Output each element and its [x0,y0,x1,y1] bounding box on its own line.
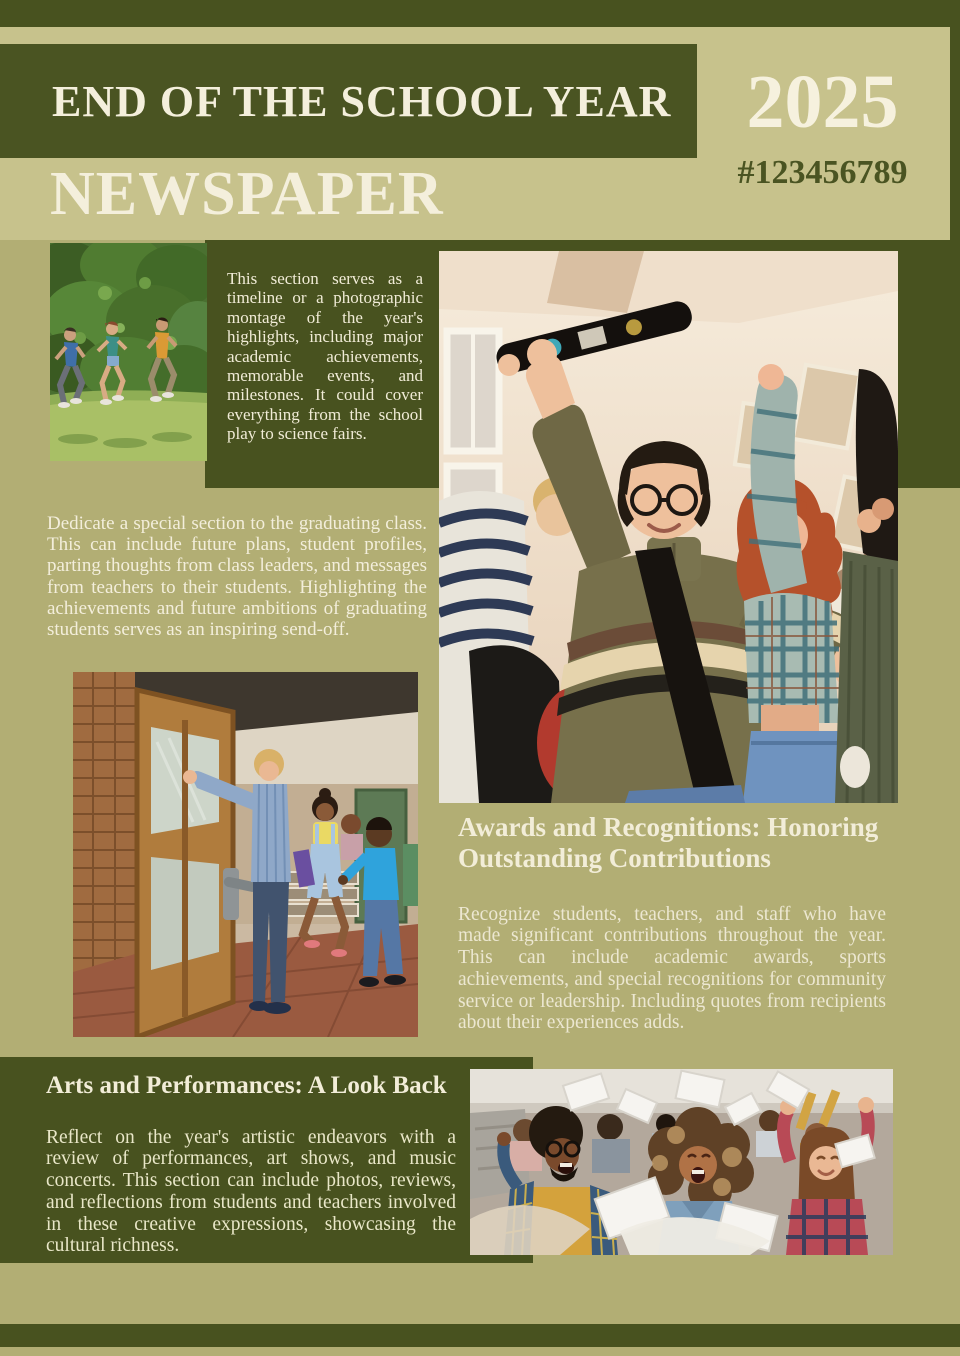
top-border-bar [0,0,960,27]
photo-students-celebrating-hallway [439,251,898,803]
arts-heading: Arts and Performances: A Look Back [46,1072,447,1099]
article-graduating-body: Dedicate a special section to the graduating class. This can include future plans, student profiles, parting thoughts from class leaders, and messages from teachers to their students. Highlighting the achievements and future ambitions of graduating students serves as an inspiring send-off. [47,513,427,641]
photo-students-throwing-papers [470,1069,893,1255]
photo-teacher-door-children [73,672,418,1037]
year-label: 2025 [746,59,899,144]
awards-body: Recognize students, teachers, and staff who have made significant contributions throughout the year. This can include academic awards, sports achievements, and special recognitions for community service or leadership. Including quotes from recipients about their experiences adds. [458,903,886,1034]
banner-title: END OF THE SCHOOL YEAR [52,76,672,126]
door-photo-illustration [73,672,418,1037]
right-border-bar [950,27,960,240]
running-photo-illustration [50,243,207,461]
arts-body: Reflect on the year's artistic endeavors with a review of performances, art shows, and music concerts. This section can include photos, reviews, and reflections from students and teachers involved in these creative expressions, showcasing the cultural richness. [46,1126,456,1257]
issue-number: #123456789 [737,154,908,191]
masthead-banner [0,44,697,158]
celebration-photo-illustration [439,251,898,803]
bottom-border-bar [0,1324,960,1347]
photo-students-running-outdoors [50,243,207,461]
newspaper-title: NEWSPAPER [50,160,444,228]
papers-photo-illustration [470,1069,893,1255]
awards-heading: Awards and Recognitions: Honoring Outstanding Contributions [458,812,879,873]
article-montage-body: This section serves as a timeline or a photographic montage of the year's highlights, including major academic achievements, memorable events, and milestones. It could cover everything from the school play to science fairs. [227,269,423,444]
